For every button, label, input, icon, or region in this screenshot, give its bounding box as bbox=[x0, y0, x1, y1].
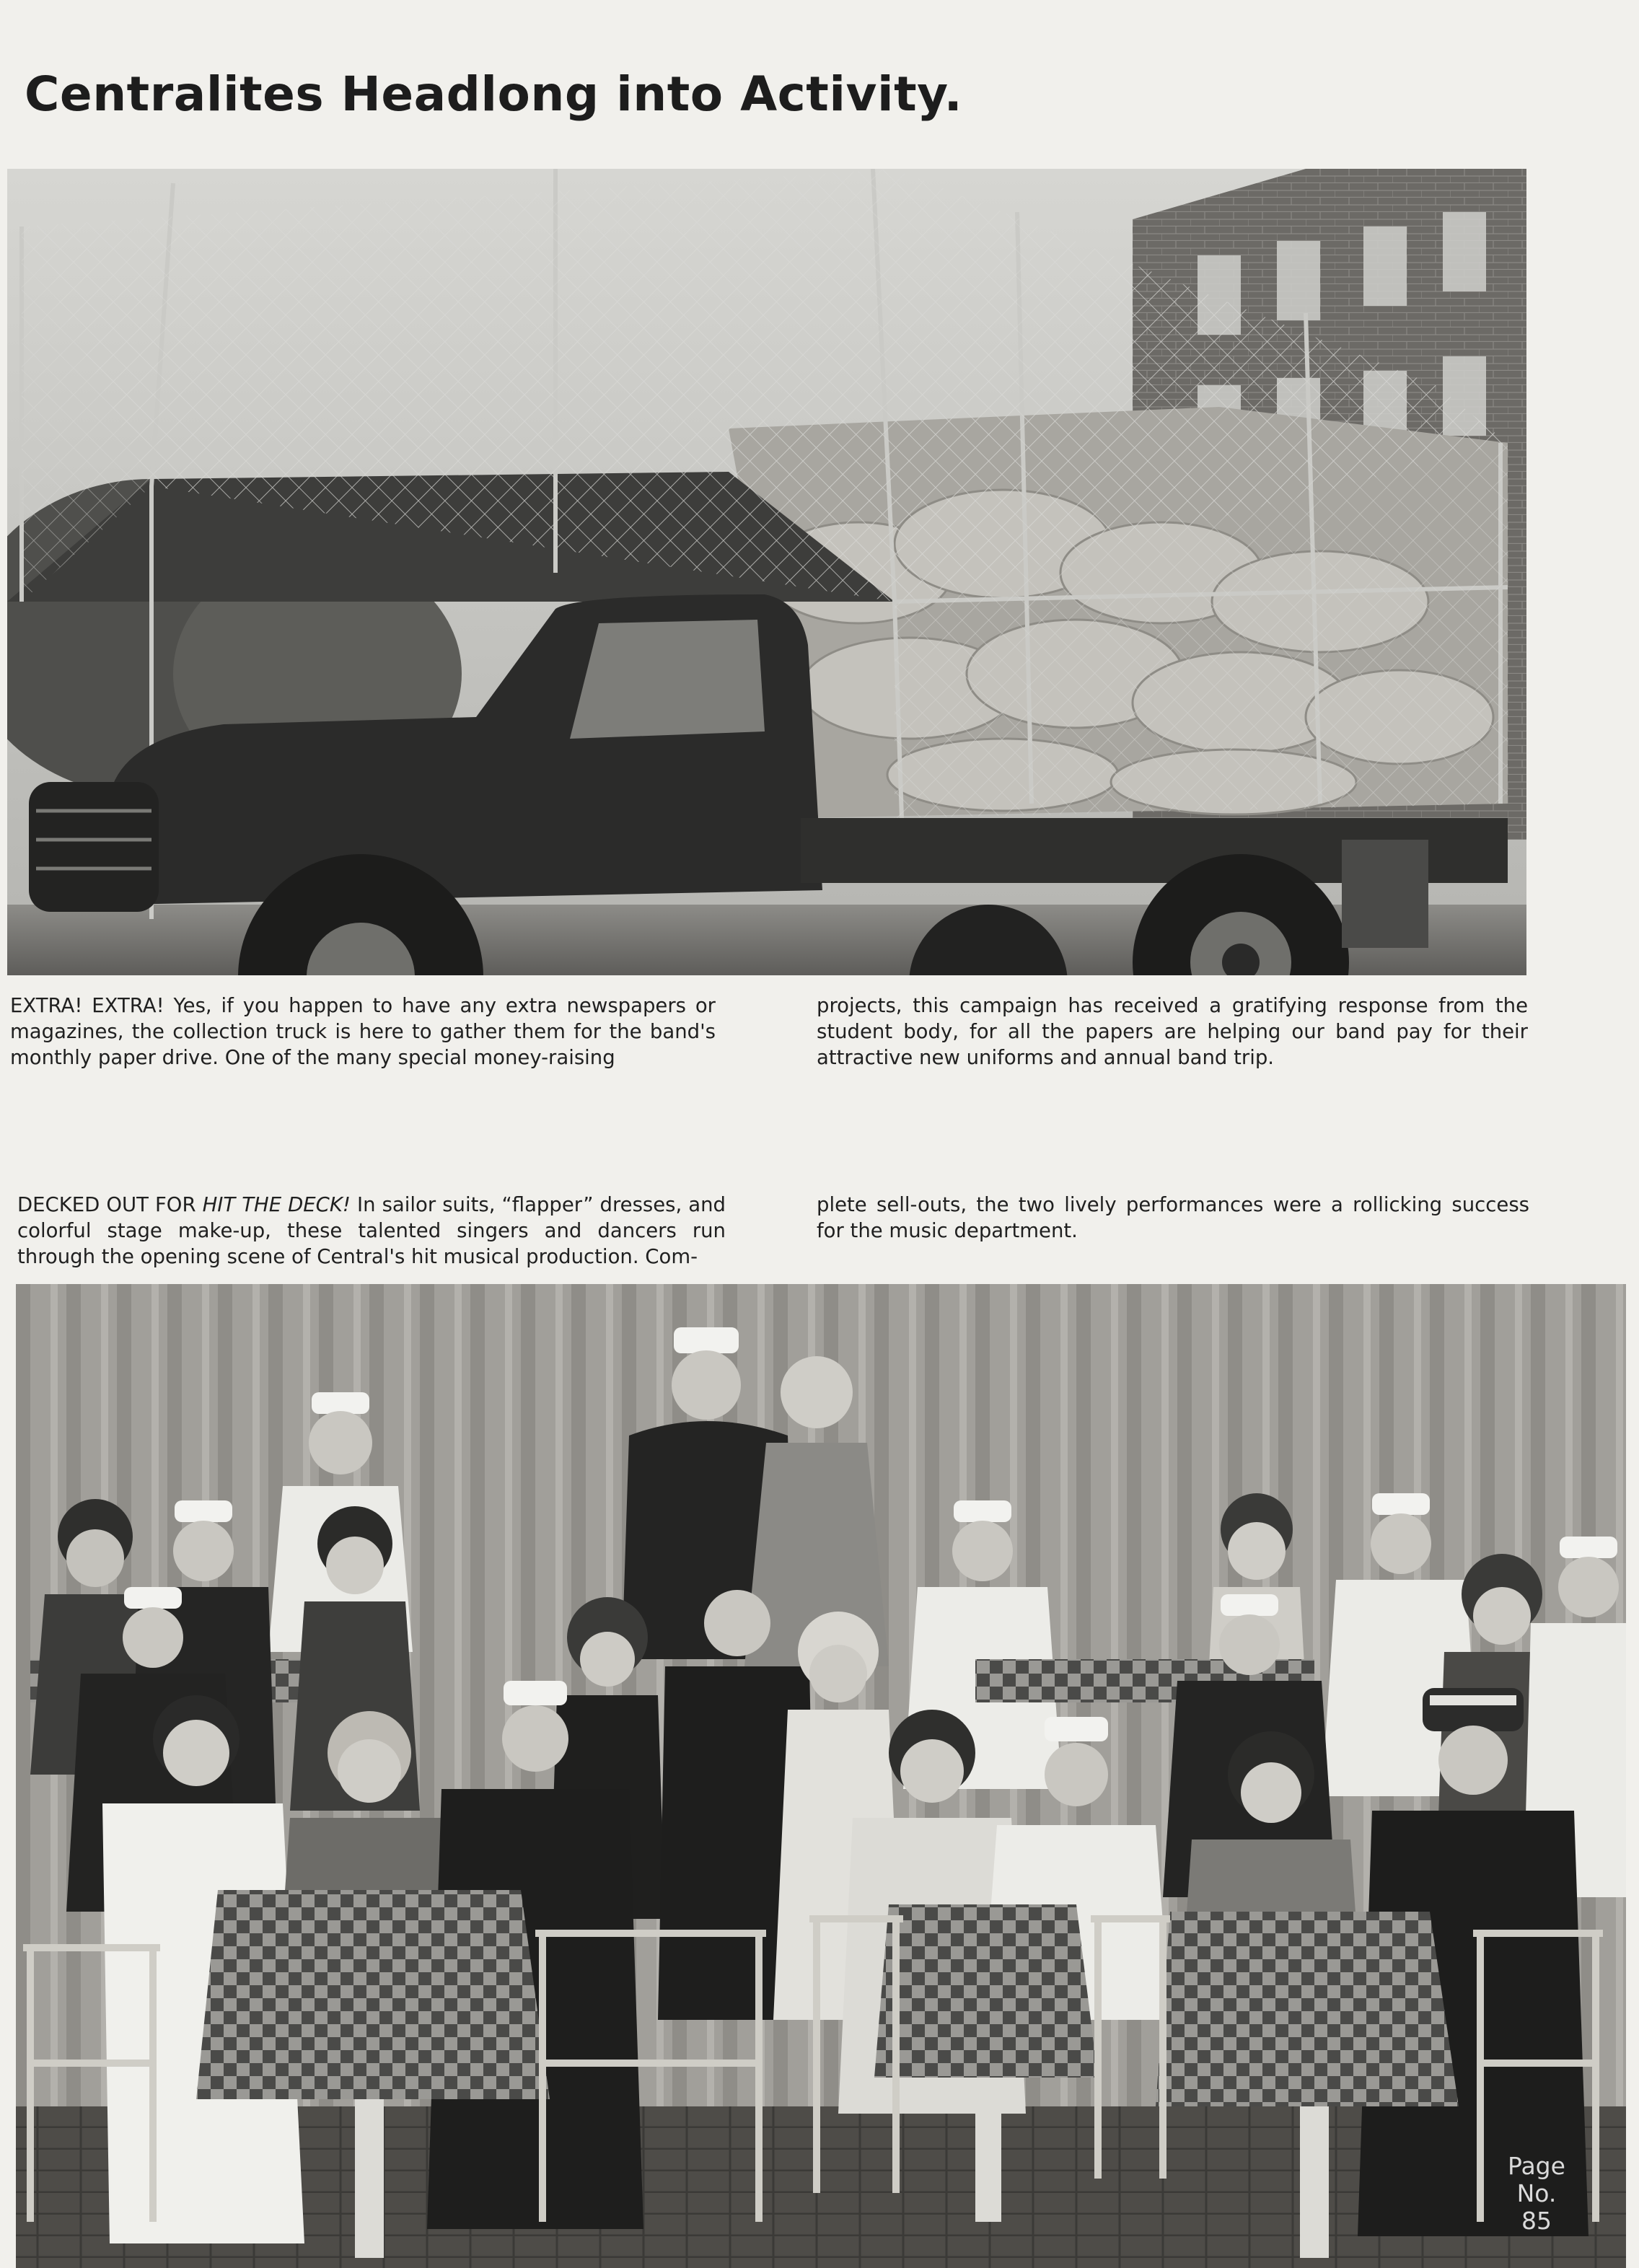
show-caption-body: In sailor suits, “flapper” dresses, and colorful stage make-up, these talented singers and dancers run through the opening scene of Central's hit musical production. Com- bbox=[17, 1193, 726, 1268]
truck-caption-right: projects, this campaign has received a gratifying response from the student body, for all the papers are helping our band pay for their attractive new uniforms and annual band trip. bbox=[817, 994, 1528, 1069]
page-number-value: 85 bbox=[1521, 2207, 1552, 2235]
truck-photo bbox=[7, 169, 1526, 975]
musical-cast-photo bbox=[16, 1284, 1626, 2268]
page-number-abbrev: No. bbox=[1516, 2179, 1557, 2207]
page-headline: Centralites Headlong into Activity. bbox=[25, 66, 963, 122]
show-caption-title: HIT THE DECK! bbox=[202, 1193, 351, 1216]
show-caption-left bbox=[17, 1192, 726, 1270]
truck-caption-left: EXTRA! EXTRA! Yes, if you happen to have any extra newspapers or magazines, the collection truck is here to gather them for the band's monthly paper drive. One of the many special money-raising bbox=[10, 994, 716, 1069]
show-caption-right: plete sell-outs, the two lively performances were a rollicking success for the music department. bbox=[817, 1193, 1529, 1242]
show-caption-lead-in: DECKED OUT FOR bbox=[17, 1193, 196, 1216]
page-number-mark bbox=[1502, 2153, 1571, 2235]
page-number-word: Page bbox=[1508, 2152, 1565, 2180]
